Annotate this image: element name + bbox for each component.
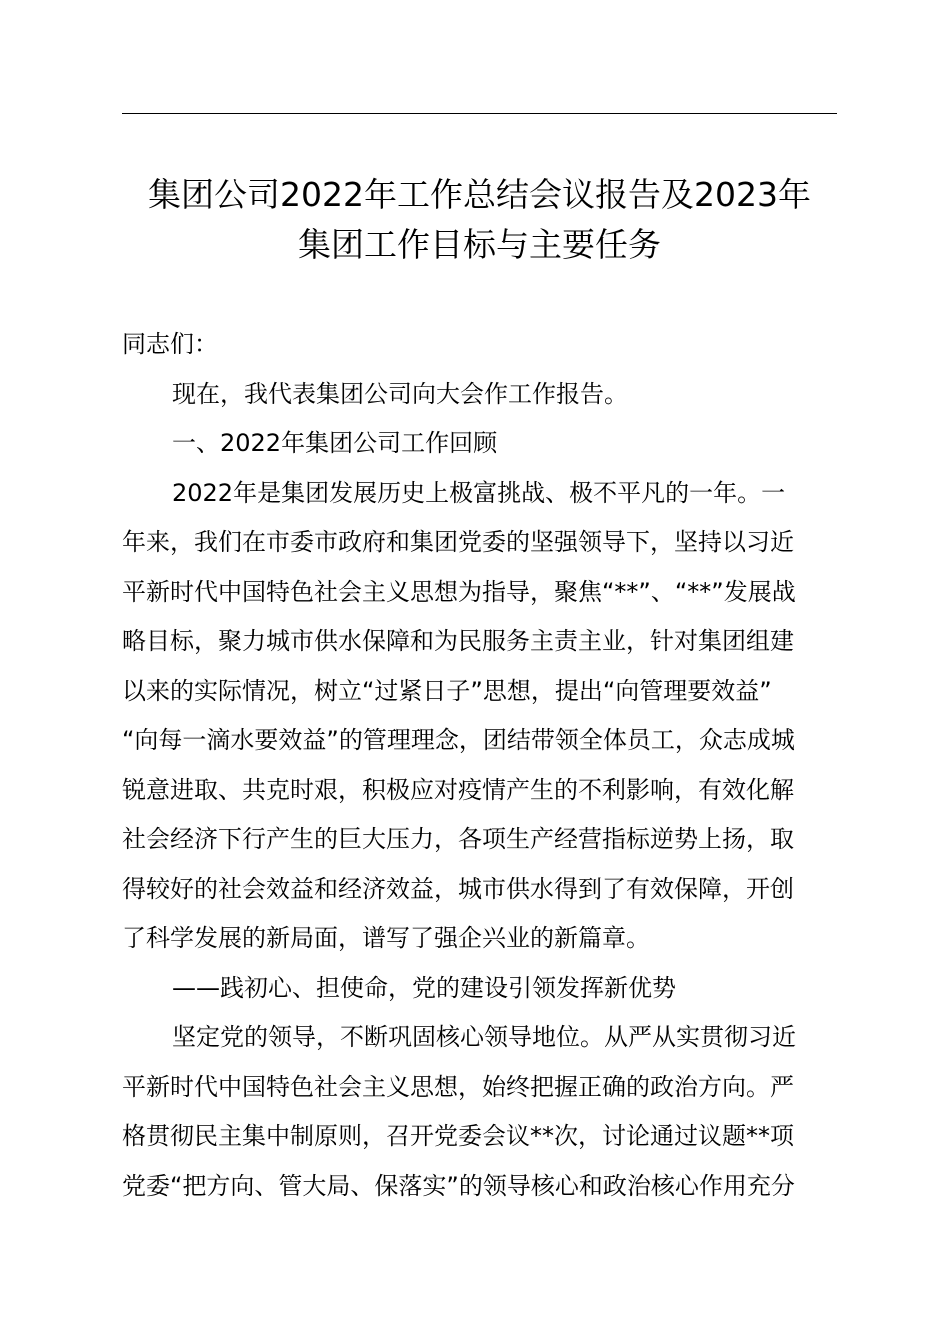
header-rule <box>122 113 837 114</box>
paragraph <box>122 469 837 964</box>
paragraph-line: “向每一滴水要效益”的管理理念，团结带领全体员工，众志成城 <box>122 726 795 754</box>
paragraph <box>122 1013 837 1211</box>
paragraph-line: 现在，我代表集团公司向大会作工作报告。 <box>172 379 628 408</box>
document-body <box>122 320 837 1211</box>
paragraph-line: 以来的实际情况，树立“过紧日子”思想，提出“向管理要效益” <box>122 676 772 705</box>
paragraph-line: 略目标，聚力城市供水保障和为民服务主责主业，针对集团组建 <box>122 627 794 655</box>
paragraph-line: 坚定党的领导，不断巩固核心领导地位。从严从实贯彻习近 <box>172 1023 796 1051</box>
paragraph-line: 格贯彻民主集中制原则，召开党委会议**次，讨论通过议题**项 <box>122 1122 794 1150</box>
salutation: 同志们： <box>122 330 218 358</box>
paragraph-line: 锐意进取、共克时艰，积极应对疫情产生的不利影响，有效化解 <box>122 775 794 804</box>
subsection-heading: ——践初心、担使命，党的建设引领发挥新优势 <box>172 973 676 1002</box>
paragraph-line: 平新时代中国特色社会主义思想为指导，聚焦“**”、“**”发展战 <box>122 577 796 606</box>
paragraph-line: 得较好的社会效益和经济效益，城市供水得到了有效保障，开创 <box>122 874 794 903</box>
section-heading: 一、2022年集团公司工作回顾 <box>172 429 498 457</box>
paragraph-line: 年来，我们在市委市政府和集团党委的坚强领导下，坚持以习近 <box>122 528 794 556</box>
document-title <box>122 170 837 270</box>
paragraph-line: 了科学发展的新局面，谱写了强企兴业的新篇章。 <box>122 924 650 952</box>
paragraph-line: 社会经济下行产生的巨大压力，各项生产经营指标逆势上扬，取 <box>122 825 794 853</box>
paragraph-line: 2022年是集团发展历史上极富挑战、极不平凡的一年。一 <box>172 478 786 507</box>
paragraph-line: 党委“把方向、管大局、保落实”的领导核心和政治核心作用充分 <box>122 1171 795 1200</box>
title-line: 集团工作目标与主要任务 <box>298 225 661 264</box>
title-line: 集团公司2022年工作总结会议报告及2023年 <box>148 175 811 214</box>
paragraph-line: 平新时代中国特色社会主义思想，始终把握正确的政治方向。严 <box>122 1072 794 1101</box>
